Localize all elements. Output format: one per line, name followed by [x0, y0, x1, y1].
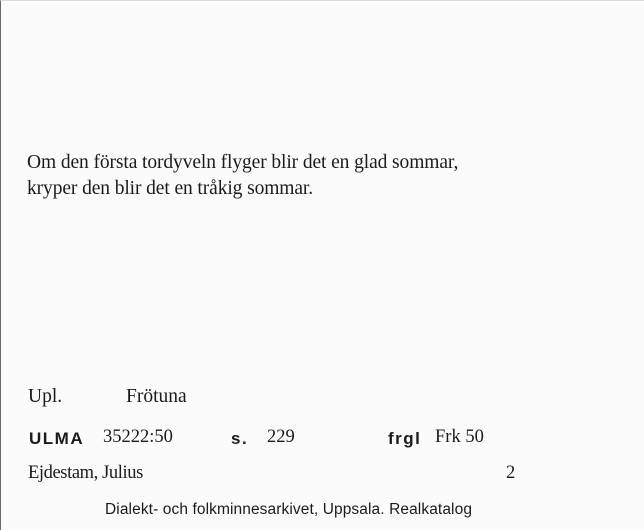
- card-text-line-2: kryper den blir det en tråkig sommar.: [27, 178, 314, 199]
- card-number: 2: [506, 463, 516, 483]
- recorder-name: Ejdestam, Julius: [28, 463, 143, 483]
- parish-name: Frötuna: [126, 386, 187, 407]
- page-number: 229: [267, 427, 295, 447]
- questionnaire-label: frgl: [388, 429, 422, 448]
- archive-label: ULMA: [29, 429, 85, 448]
- province-label: Upl.: [28, 386, 63, 407]
- institution-footer: Dialekt- och folkminnesarkivet, Uppsala. Realkatalog: [105, 501, 473, 518]
- questionnaire-code: Frk 50: [435, 427, 484, 447]
- archive-number: 35222:50: [103, 427, 173, 447]
- page-label: s.: [231, 429, 249, 448]
- card-text: [27, 150, 458, 202]
- card-text-line-1: Om den första tordyveln flyger blir det en glad sommar,: [27, 152, 459, 173]
